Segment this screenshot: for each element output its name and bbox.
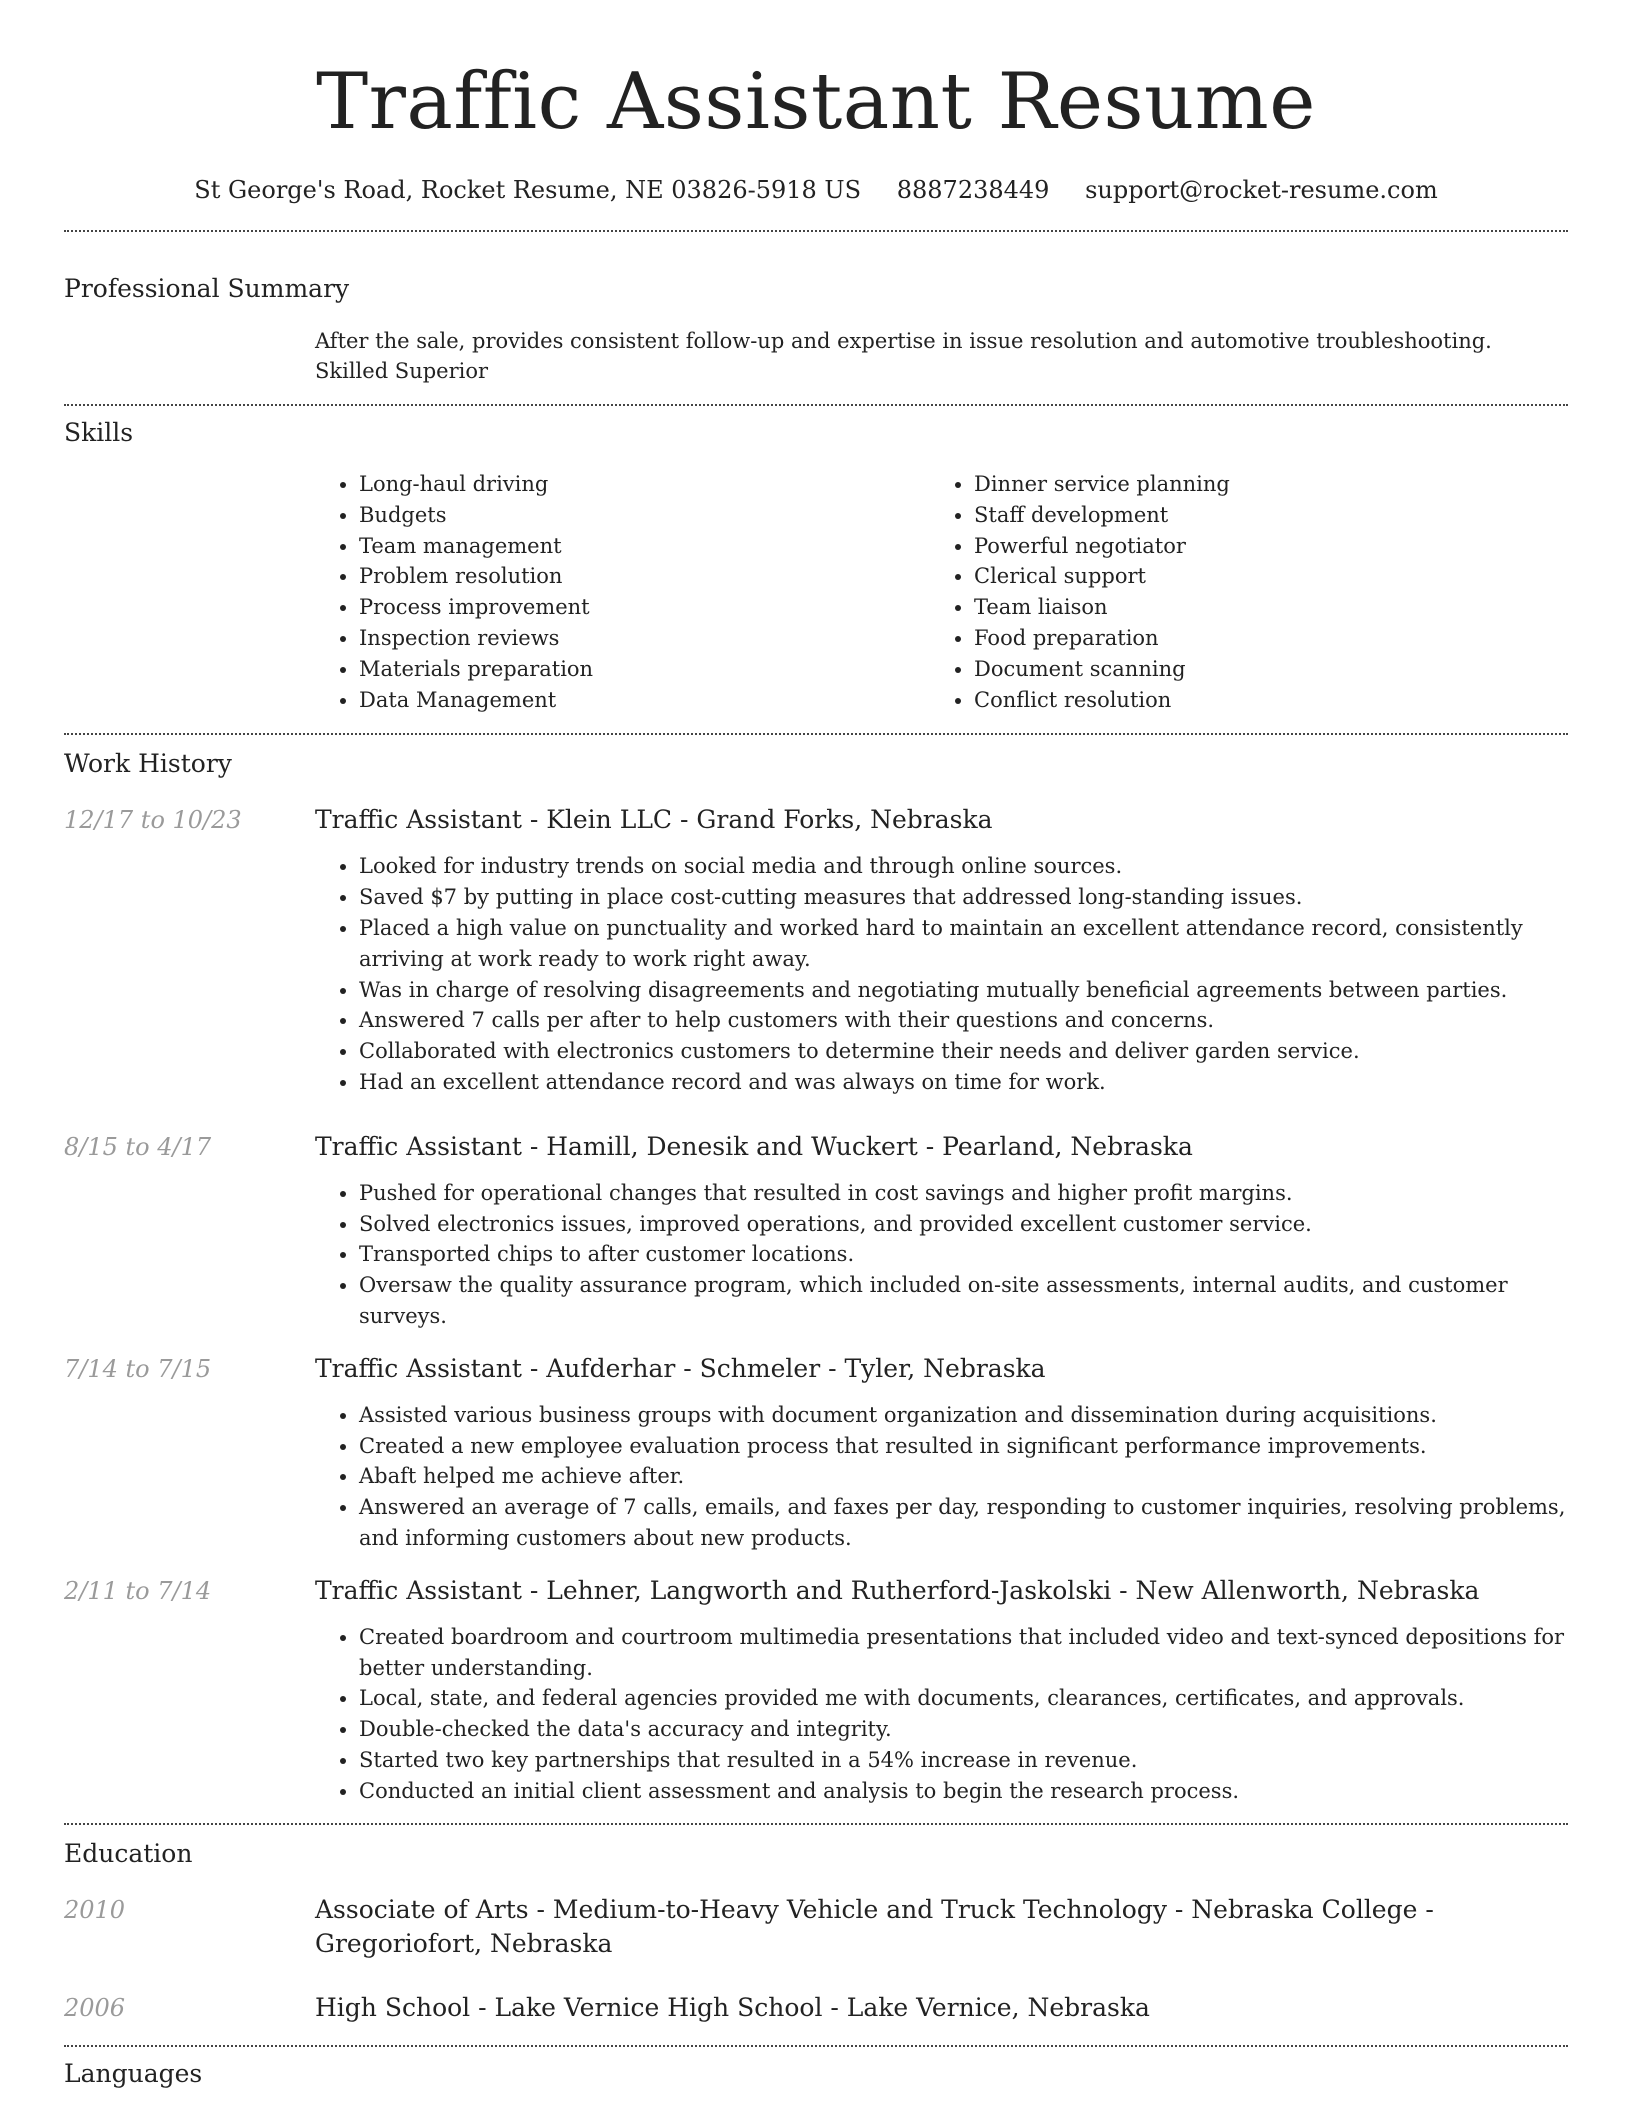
- education-entry: [64, 1991, 1568, 2025]
- education-heading: Education: [64, 1838, 193, 1868]
- education-title: High School - Lake Vernice High School - Lake Vernice, Nebraska: [315, 1992, 1150, 2022]
- summary-heading: Professional Summary: [64, 274, 350, 303]
- summary-text: After the sale, provides consistent follow-up and expertise in issue resolution and automotive troubleshooting. Skilled Superior: [315, 329, 1492, 383]
- skill-item: • Long-haul driving: [359, 469, 930, 500]
- job-bullet: • Solved electronics issues, improved operations, and provided excellent customer service.: [359, 1209, 1568, 1240]
- skill-item: • Team management: [359, 531, 930, 562]
- skills-list-right: [930, 469, 1545, 715]
- skill-item: • Food preparation: [974, 623, 1545, 654]
- job-dates: 7/14 to 7/15: [64, 1354, 212, 1383]
- job-bullets: [315, 1400, 1568, 1554]
- education-year: 2010: [64, 1895, 126, 1924]
- education-entry: [64, 1893, 1568, 1961]
- job-bullet: • Placed a high value on punctuality and worked hard to maintain an excellent attendance record, consistently arriving at work ready to work right away.: [359, 913, 1568, 975]
- skill-item: • Clerical support: [974, 561, 1545, 592]
- job-dates: 2/11 to 7/14: [64, 1576, 212, 1605]
- skill-item: • Staff development: [974, 500, 1545, 531]
- skill-item: • Document scanning: [974, 654, 1545, 685]
- job-bullet: • Was in charge of resolving disagreements and negotiating mutually beneficial agreements between parties.: [359, 975, 1568, 1006]
- job-bullet: • Conducted an initial client assessment and analysis to begin the research process.: [359, 1776, 1568, 1807]
- job-bullet: • Pushed for operational changes that resulted in cost savings and higher profit margins.: [359, 1178, 1568, 1209]
- job-dates: 12/17 to 10/23: [64, 806, 242, 835]
- contact-email: support@rocket-resume.com: [1085, 176, 1438, 204]
- contact-address: St George's Road, Rocket Resume, NE 03826-5918 US: [194, 176, 862, 204]
- summary-section: [64, 232, 1568, 386]
- work-heading: Work History: [64, 749, 232, 779]
- job-bullets: [315, 1622, 1568, 1807]
- skill-item: • Inspection reviews: [359, 623, 930, 654]
- job-bullet: • Collaborated with electronics customers to determine their needs and deliver garden service.: [359, 1036, 1568, 1067]
- skill-item: • Materials preparation: [359, 654, 930, 685]
- job-bullet: • Saved $7 by putting in place cost-cutting measures that addressed long-standing issues.: [359, 882, 1568, 913]
- contact-phone: 8887238449: [896, 176, 1050, 204]
- job-bullet: • Transported chips to after customer locations.: [359, 1239, 1568, 1270]
- job-bullet: • Had an excellent attendance record and was always on time for work.: [359, 1067, 1568, 1098]
- job-bullet: • Looked for industry trends on social media and through online sources.: [359, 851, 1568, 882]
- job-bullet: • Assisted various business groups with document organization and dissemination during acquisitions.: [359, 1400, 1568, 1431]
- job-bullet: • Double-checked the data's accuracy and integrity.: [359, 1714, 1568, 1745]
- education-title: Associate of Arts - Medium-to-Heavy Vehicle and Truck Technology - Nebraska College - Gregoriofort, Nebraska: [315, 1894, 1434, 1958]
- job-bullets: [315, 851, 1568, 1097]
- skills-list-left: [315, 469, 930, 715]
- skills-heading: Skills: [64, 418, 134, 447]
- job-bullet: • Started two key partnerships that resulted in a 54% increase in revenue.: [359, 1745, 1568, 1776]
- job-title: Traffic Assistant - Aufderhar - Schmeler - Tyler, Nebraska: [315, 1353, 1046, 1383]
- education-year: 2006: [64, 1993, 126, 2022]
- job-bullet: • Local, state, and federal agencies provided me with documents, clearances, certificates, and approvals.: [359, 1683, 1568, 1714]
- work-section: [64, 735, 1568, 1806]
- job-dates: 8/15 to 4/17: [64, 1132, 212, 1161]
- skill-item: • Process improvement: [359, 592, 930, 623]
- education-section: [64, 1825, 1568, 2025]
- job-bullet: • Answered an average of 7 calls, emails, and faxes per day, responding to customer inquiries, resolving problems, and informing customers about new products.: [359, 1492, 1568, 1554]
- skill-item: • Team liaison: [974, 592, 1545, 623]
- skill-item: • Budgets: [359, 500, 930, 531]
- skill-item: • Dinner service planning: [974, 469, 1545, 500]
- job-bullet: • Oversaw the quality assurance program, which included on-site assessments, internal audits, and customer surveys.: [359, 1270, 1568, 1332]
- skill-item: • Problem resolution: [359, 561, 930, 592]
- job-bullet: • Created a new employee evaluation process that resulted in significant performance improvements.: [359, 1431, 1568, 1462]
- job-entry: [64, 1574, 1568, 1807]
- skills-section: [64, 406, 1568, 715]
- job-bullet: • Answered 7 calls per after to help customers with their questions and concerns.: [359, 1005, 1568, 1036]
- job-entry: [64, 803, 1568, 1097]
- job-title: Traffic Assistant - Lehner, Langworth and Rutherford-Jaskolski - New Allenworth, Nebraska: [315, 1575, 1480, 1605]
- languages-section: [64, 2047, 1568, 2091]
- skill-item: • Conflict resolution: [974, 685, 1545, 716]
- job-entry: [64, 1352, 1568, 1554]
- resume-page: [64, 0, 1568, 2091]
- languages-heading: Languages: [64, 2058, 203, 2088]
- skill-item: • Data Management: [359, 685, 930, 716]
- job-title: Traffic Assistant - Klein LLC - Grand Forks, Nebraska: [315, 805, 993, 835]
- job-bullet: • Created boardroom and courtroom multimedia presentations that included video and text-synced depositions for better understanding.: [359, 1622, 1568, 1684]
- job-bullet: • Abaft helped me achieve after.: [359, 1461, 1568, 1492]
- skill-item: • Powerful negotiator: [974, 531, 1545, 562]
- resume-title: Traffic Assistant Resume: [316, 57, 1316, 147]
- job-title: Traffic Assistant - Hamill, Denesik and Wuckert - Pearland, Nebraska: [315, 1131, 1193, 1161]
- job-entry: [64, 1130, 1568, 1332]
- job-bullets: [315, 1178, 1568, 1332]
- contact-line: [64, 174, 1568, 206]
